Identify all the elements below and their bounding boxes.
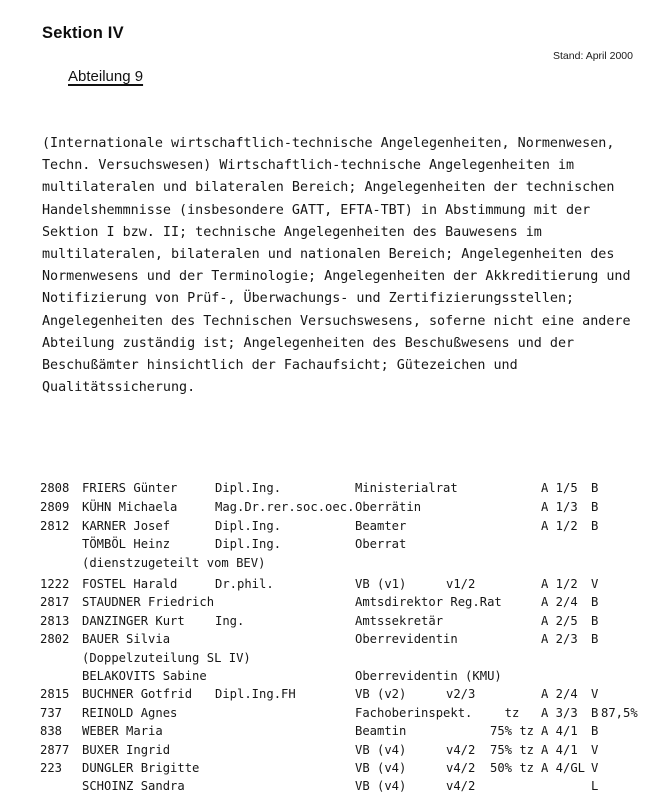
cell-grade: A 2/3 — [541, 632, 578, 646]
table-row — [0, 481, 672, 498]
paragraph-line: Abteilung zuständig ist; Angelegenheiten des Beschußwesens und der — [42, 335, 575, 351]
cell-id: 223 — [40, 761, 63, 775]
cell-letter: V — [591, 577, 599, 591]
cell-name: REINOLD Agnes — [82, 706, 178, 720]
cell-id: 2817 — [40, 595, 70, 609]
cell-name: SCHOINZ Sandra — [82, 779, 185, 793]
table-row — [0, 724, 672, 741]
stand-date: Stand: April 2000 — [553, 50, 633, 62]
paragraph-line: (Internationale wirtschaftlich-technische Angelegenheiten, Normenwesen, — [42, 136, 615, 151]
cell-position: Amtsdirektor Reg.Rat — [355, 595, 502, 609]
cell-vgrade: v2/3 — [446, 687, 476, 701]
cell-letter: V — [591, 761, 599, 775]
cell-id: 2815 — [40, 687, 70, 701]
cell-vgrade: v4/2 — [446, 779, 476, 793]
cell-grade: A 4/GL — [541, 761, 586, 775]
cell-name: DANZINGER Kurt — [82, 614, 185, 628]
cell-grade: A 1/3 — [541, 500, 578, 514]
cell-title: Ing. — [215, 614, 245, 628]
cell-letter: B — [591, 724, 599, 738]
table-row — [0, 687, 672, 704]
cell-tz: tz — [490, 706, 520, 720]
cell-name: BUCHNER Gotfrid — [82, 687, 193, 701]
table-row — [0, 500, 672, 517]
cell-position: VB (v2) — [355, 687, 407, 701]
table-row — [0, 761, 672, 778]
cell-position: Oberrevidentin (KMU) — [355, 669, 502, 683]
cell-title: Dipl.Ing. — [215, 519, 282, 533]
cell-letter: B — [591, 481, 599, 495]
cell-title: Dipl.Ing. — [215, 537, 282, 551]
cell-tz: 50% tz — [490, 761, 535, 775]
cell-letter: L — [591, 779, 599, 793]
cell-grade: A 1/2 — [541, 519, 578, 533]
cell-position: VB (v1) — [355, 577, 407, 591]
cell-letter: V — [591, 687, 599, 701]
paragraph-line: Angelegenheiten des Technischen Versuchswesens, soferne nicht eine andere — [42, 313, 631, 329]
cell-letter: B — [591, 706, 599, 720]
cell-vgrade: v1/2 — [446, 577, 476, 591]
table-row — [0, 614, 672, 631]
cell-id: 737 — [40, 706, 63, 720]
cell-letter: B — [591, 614, 599, 628]
table-row — [0, 595, 672, 612]
table-row — [0, 519, 672, 536]
cell-id: 2813 — [40, 614, 70, 628]
cell-position: Oberrat — [355, 537, 407, 551]
cell-name: TÖMBÖL Heinz — [82, 537, 171, 551]
cell-position: VB (v4) — [355, 761, 407, 775]
cell-position: Beamtin — [355, 724, 407, 738]
cell-letter: B — [591, 519, 599, 533]
cell-id: 2808 — [40, 481, 70, 495]
cell-position: Fachoberinspekt. — [355, 706, 473, 720]
cell-grade: A 4/1 — [541, 743, 578, 757]
cell-title: Dipl.Ing. — [215, 481, 282, 495]
cell-grade: A 1/5 — [541, 481, 578, 495]
cell-position: VB (v4) — [355, 743, 407, 757]
cell-name: BELAKOVITS Sabine — [82, 669, 207, 683]
section-title: Sektion IV — [42, 24, 124, 42]
cell-name: WEBER Maria — [82, 724, 163, 738]
cell-grade: A 2/5 — [541, 614, 578, 628]
description-paragraph — [42, 133, 631, 399]
cell-grade: A 2/4 — [541, 687, 578, 701]
paragraph-line: multilateralen, bilateralen und nationalen Bereich; Angelegenheiten des — [42, 246, 615, 262]
cell-position: Amtssekretär — [355, 614, 444, 628]
paragraph-line: multilateralen und bilateralen Bereich; Angelegenheiten der technischen — [42, 180, 615, 196]
cell-id: 2802 — [40, 632, 70, 646]
paragraph-line: Sektion I bzw. II; technische Angelegenheiten des Bauwesens im — [42, 224, 542, 240]
cell-grade: A 3/3 — [541, 706, 578, 720]
table-row — [0, 651, 672, 668]
paragraph-line: Handelshemmnisse (insbesondere GATT, EFTA-TBT) in Abstimmung mit der — [42, 202, 591, 218]
cell-name: KÜHN Michaela — [82, 500, 178, 514]
cell-extra: 87,5% — [601, 706, 638, 720]
cell-name: BAUER Silvia — [82, 632, 171, 646]
table-row — [0, 632, 672, 649]
cell-id: 838 — [40, 724, 63, 738]
cell-title: Dr.phil. — [215, 577, 274, 591]
table-row — [0, 743, 672, 760]
cell-name: STAUDNER Friedrich — [82, 595, 215, 609]
cell-id: 2877 — [40, 743, 70, 757]
cell-grade: A 2/4 — [541, 595, 578, 609]
cell-vgrade: v4/2 — [446, 743, 476, 757]
cell-letter: B — [591, 632, 599, 646]
cell-letter: B — [591, 500, 599, 514]
cell-id: 1222 — [40, 577, 70, 591]
cell-name: BUXER Ingrid — [82, 743, 171, 757]
cell-tz: 75% tz — [490, 743, 535, 757]
paragraph-line: Notifizierung von Prüf-, Überwachungs- und Zertifizierungsstellen; — [42, 291, 575, 307]
paragraph-line: Techn. Versuchswesen) Wirtschaftlich-technische Angelegenheiten im — [42, 158, 575, 174]
cell-id: 2809 — [40, 500, 70, 514]
cell-grade: A 1/2 — [541, 577, 578, 591]
cell-id: 2812 — [40, 519, 70, 533]
cell-vgrade: v4/2 — [446, 761, 476, 775]
cell-position: VB (v4) — [355, 779, 407, 793]
table-row — [0, 669, 672, 686]
paragraph-line: Beschußämter hinsichtlich der Fachaufsicht; Gütezeichen und — [42, 357, 518, 373]
table-row — [0, 556, 672, 573]
cell-position: Beamter — [355, 519, 407, 533]
cell-title: Mag.Dr.rer.soc.oec. — [215, 500, 355, 514]
table-row — [0, 706, 672, 723]
paragraph-line: Qualitätssicherung. — [42, 380, 196, 396]
cell-grade: A 4/1 — [541, 724, 578, 738]
cell-letter: V — [591, 743, 599, 757]
paragraph-line: Normenwesens und der Terminologie; Angelegenheiten der Akkreditierung und — [42, 269, 631, 285]
table-row — [0, 577, 672, 594]
cell-name: FRIERS Günter — [82, 481, 178, 495]
department-title: Abteilung 9 — [68, 68, 144, 85]
cell-position: Oberrätin — [355, 500, 422, 514]
cell-name: KARNER Josef — [82, 519, 171, 533]
table-row — [0, 537, 672, 554]
table-row — [0, 779, 672, 796]
cell-name: (dienstzugeteilt vom BEV) — [82, 556, 266, 570]
cell-title: Dipl.Ing.FH — [215, 687, 296, 701]
cell-tz: 75% tz — [490, 724, 535, 738]
cell-name: DUNGLER Brigitte — [82, 761, 200, 775]
cell-name: (Doppelzuteilung SL IV) — [82, 651, 251, 665]
cell-position: Oberrevidentin — [355, 632, 458, 646]
cell-name: FOSTEL Harald — [82, 577, 178, 591]
cell-position: Ministerialrat — [355, 481, 458, 495]
cell-letter: B — [591, 595, 599, 609]
